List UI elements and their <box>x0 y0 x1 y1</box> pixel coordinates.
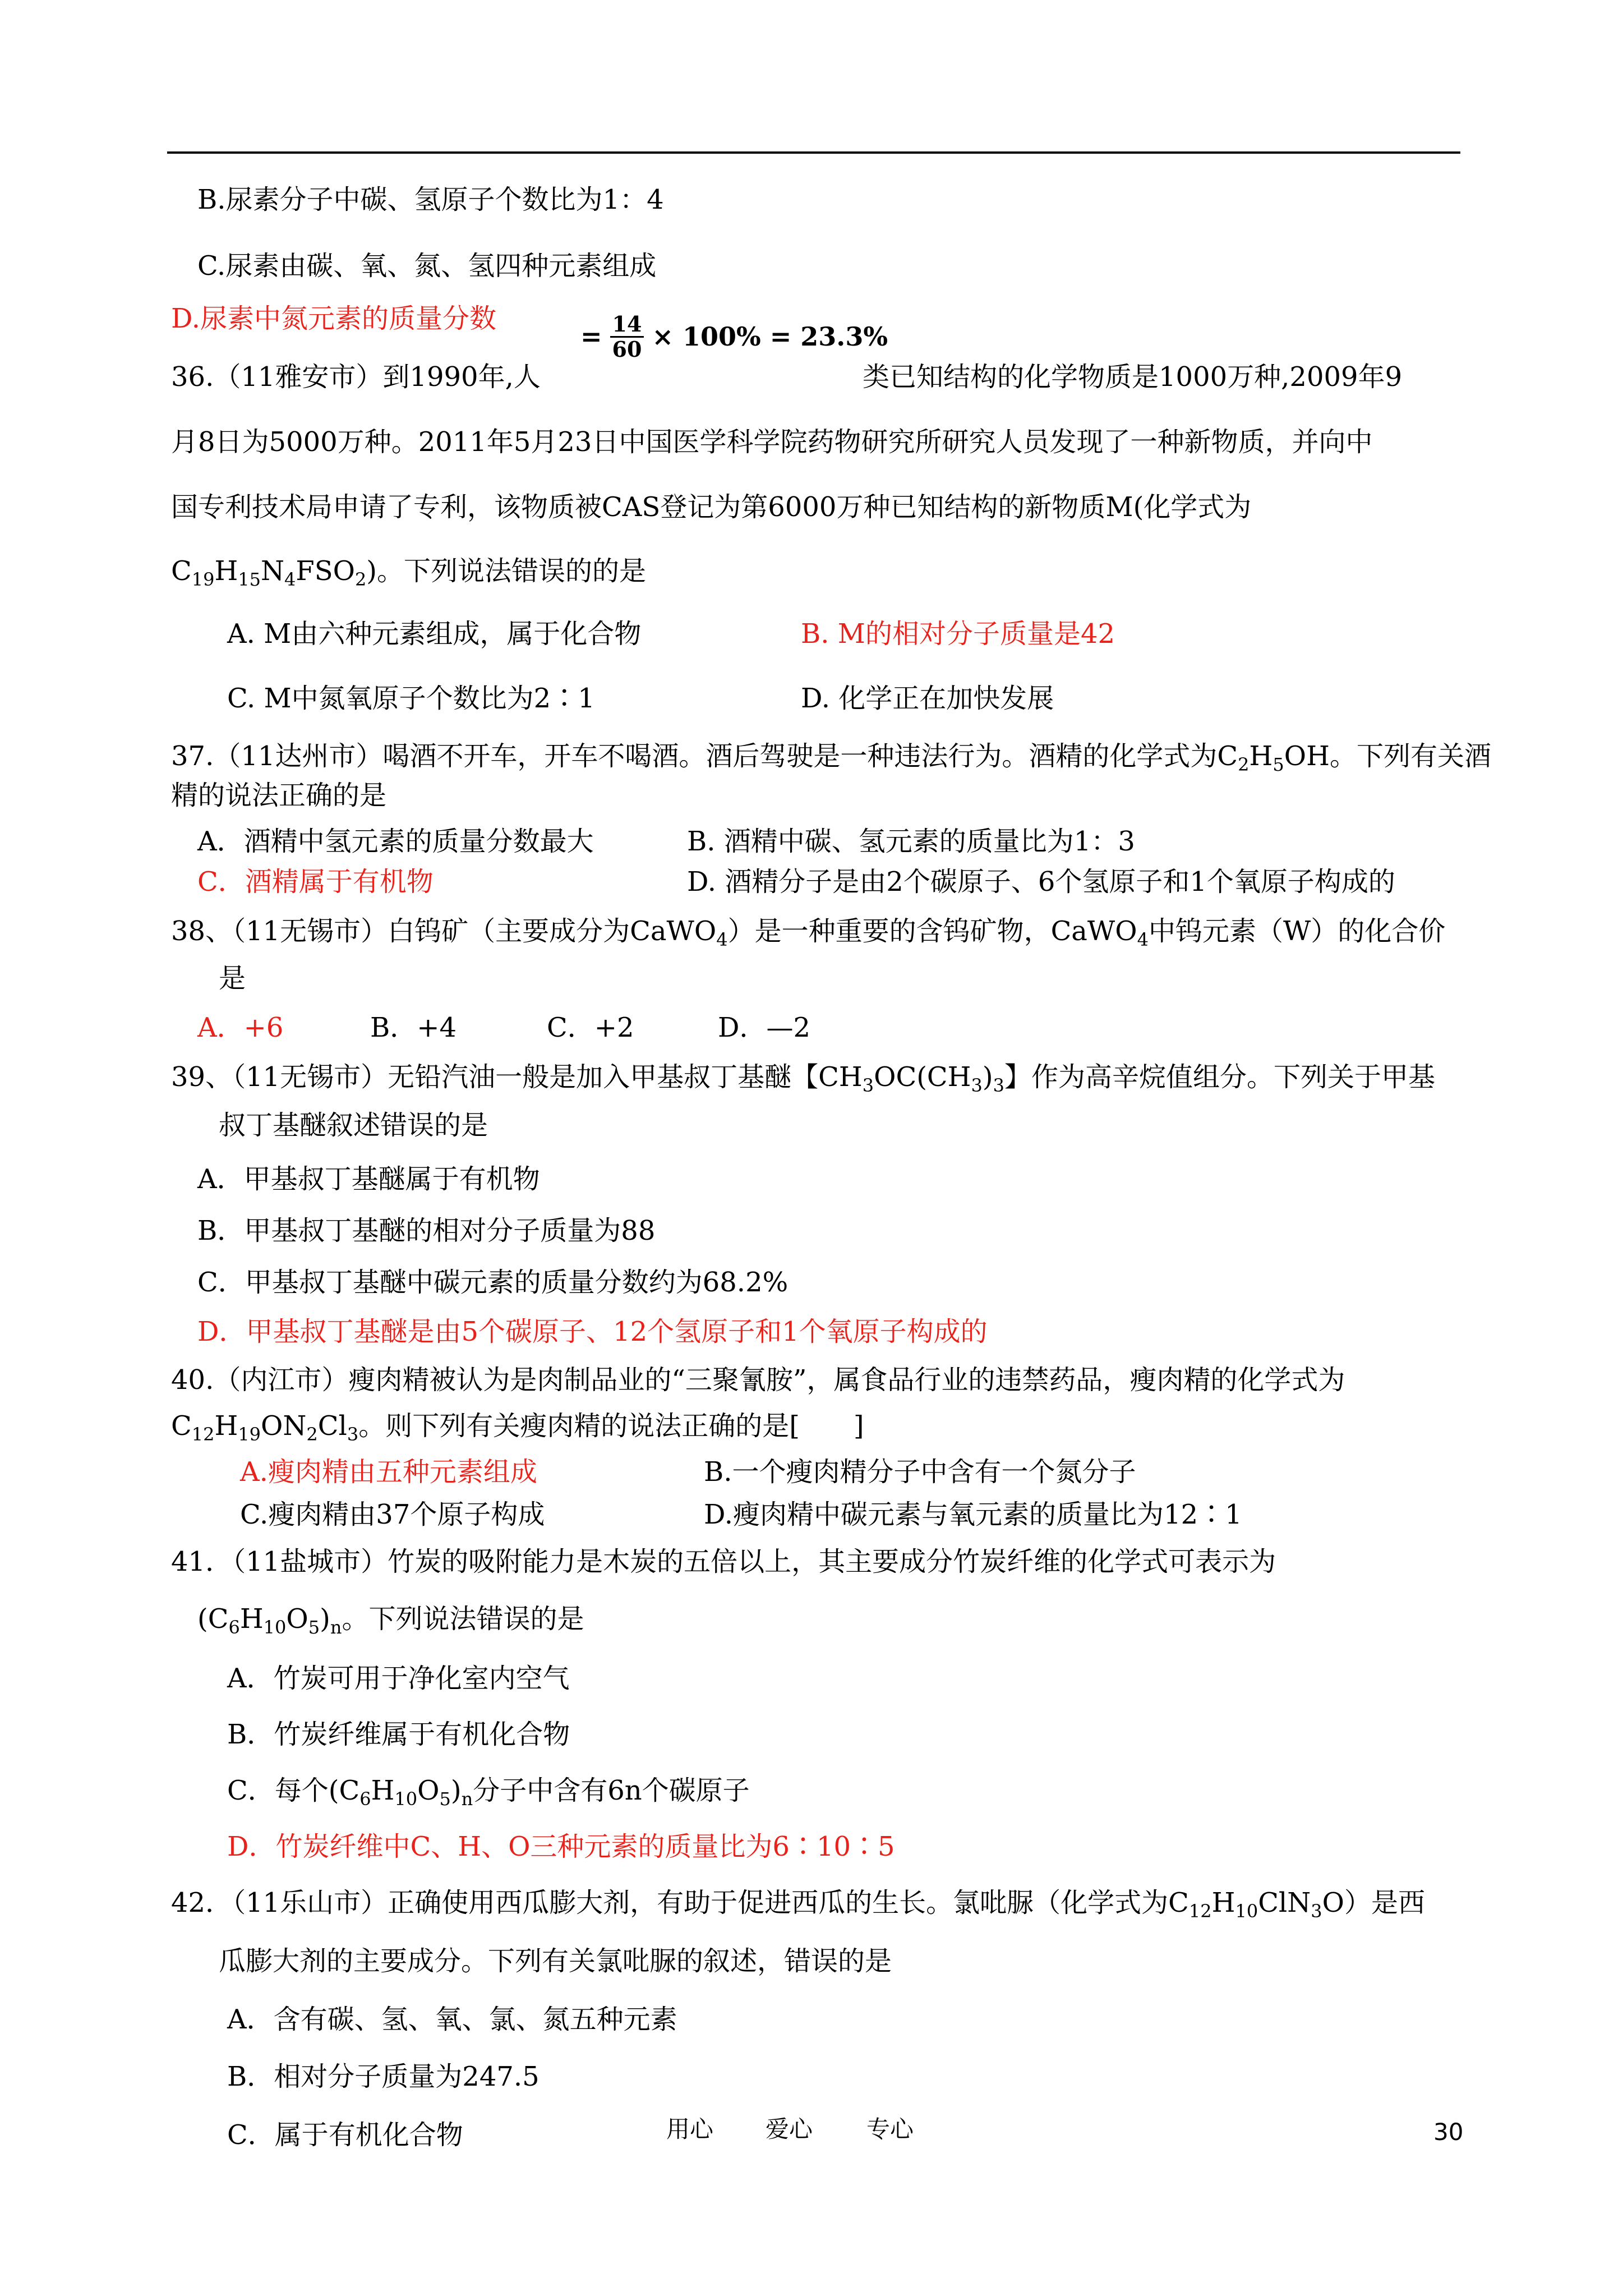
question-41-option-C: C．每个$(C_6H_{10}O_5)_n$分子中含有6n个碳原子 <box>227 1775 750 1810</box>
question-38-option-C: C．+2 <box>547 1012 634 1043</box>
question-38-line-1: 38、（11无锡市）白钨矿（主要成分为CaWO$_4$）是一种重要的含钨矿物，CaWO$_4$中钨元素（W）的化合价 <box>171 915 1446 950</box>
question-39-line-2: 叔丁基醚叙述错误的是 <box>219 1110 488 1141</box>
question-38-line-2: 是 <box>219 963 246 994</box>
question-41-line-2: $(C_6H_{10}O_5)_n$。下列说法错误的是 <box>197 1603 584 1638</box>
question-36-line-1b: 类已知结构的化学物质是1000万种,2009年9 <box>863 361 1403 393</box>
question-38-option-B: B．+4 <box>370 1012 457 1043</box>
question-41-option-D-answer: D．竹炭纤维中C、H、O三种元素的质量比为6∶10∶5 <box>227 1831 895 1862</box>
question-36-line-1a: 36.（11雅安市）到1990年,人 <box>171 361 541 393</box>
option-C: C.尿素由碳、氧、氮、氢四种元素组成 <box>197 250 657 282</box>
footer-motto-2: 爱心 <box>766 2115 813 2143</box>
question-39-option-C: C．甲基叔丁基醚中碳元素的质量分数约为68.2% <box>197 1267 789 1298</box>
question-39-option-D-answer: D．甲基叔丁基醚是由5个碳原子、12个氢原子和1个氧原子构成的 <box>197 1316 988 1347</box>
question-41-option-B: B．竹炭纤维属于有机化合物 <box>227 1719 570 1750</box>
question-37-line-1: 37.（11达州市）喝酒不开车，开车不喝酒。酒后驾驶是一种违法行为。酒精的化学式为$C_2H_5OH$。下列有关酒 <box>171 740 1491 775</box>
option-B: B.尿素分子中碳、氢原子个数比为1：4 <box>197 184 664 215</box>
question-36-option-C: C. M中氮氧原子个数比为2∶1 <box>227 683 595 714</box>
question-41-option-A: A．竹炭可用于净化室内空气 <box>227 1663 570 1694</box>
question-37-line-2: 精的说法正确的是 <box>171 780 387 811</box>
question-40-option-B: B.一个瘦肉精分子中含有一个氮分子 <box>704 1456 1136 1488</box>
question-39-line-1: 39、（11无锡市）无铅汽油一般是加入甲基叔丁基醚【$CH_3OC(CH_3)_3$】作为高辛烷值组分。下列关于甲基 <box>171 1061 1435 1096</box>
question-41-line-1: 41．（11盐城市）竹炭的吸附能力是木炭的五倍以上，其主要成分竹炭纤维的化学式可表示为 <box>171 1546 1276 1577</box>
question-40-option-D: D.瘦肉精中碳元素与氧元素的质量比为12∶1 <box>704 1499 1242 1530</box>
question-36-line-2: 月8日为5000万种。2011年5月23日中国医学科学院药物研究所研究人员发现了一种新物质，并向中 <box>171 426 1373 458</box>
question-42-line-1: 42．（11乐山市）正确使用西瓜膨大剂，有助于促进西瓜的生长。氯吡脲（化学式为$C_{12}H_{10}ClN_3O$）是西 <box>171 1887 1425 1922</box>
question-40-line-2: $C_{12}H_{19}ON_2Cl_3$。则下列有关瘦肉精的说法正确的是[ ] <box>171 1410 864 1445</box>
question-42-option-A: A．含有碳、氢、氧、氯、氮五种元素 <box>227 2004 677 2035</box>
page-number: 30 <box>1433 2118 1464 2146</box>
question-36-option-D: D. 化学正在加快发展 <box>801 683 1054 714</box>
question-40-line-1: 40.（内江市）瘦肉精被认为是肉制品业的“三聚氰胺”，属食品行业的违禁药品，瘦肉精的化学式为 <box>171 1364 1345 1396</box>
question-37-option-B: B. 酒精中碳、氢元素的质量比为1：3 <box>687 826 1135 857</box>
question-42-line-2: 瓜膨大剂的主要成分。下列有关氯吡脲的叙述，错误的是 <box>219 1945 892 1977</box>
question-38-option-A-answer: A．+6 <box>197 1012 284 1043</box>
question-39-option-A: A．甲基叔丁基醚属于有机物 <box>197 1163 540 1195</box>
question-42-option-B: B．相对分子质量为247.5 <box>227 2061 540 2092</box>
footer-motto-3: 专心 <box>866 2115 914 2143</box>
question-38-option-D: D．—2 <box>718 1012 811 1043</box>
question-37-option-C-answer: C．酒精属于有机物 <box>197 866 434 898</box>
question-36-option-B-answer: B. M的相对分子质量是42 <box>801 618 1115 650</box>
question-42-option-C: C．属于有机化合物 <box>227 2119 463 2151</box>
question-39-option-B: B．甲基叔丁基醚的相对分子质量为88 <box>197 1215 656 1246</box>
footer-motto-1: 用心 <box>666 2115 714 2143</box>
header-rule <box>167 151 1460 154</box>
question-36-option-A: A. M由六种元素组成，属于化合物 <box>227 618 642 650</box>
option-D-answer: D.尿素中氮元素的质量分数 <box>171 303 497 334</box>
mass-fraction-formula: = $\frac{14}{60}$ × 100% = 23.3% <box>580 311 888 362</box>
question-40-option-C: C.瘦肉精由37个原子构成 <box>240 1499 545 1530</box>
question-36-line-4: $C_{19}H_{15}N_4FSO_2$)。下列说法错误的的是 <box>171 555 647 590</box>
question-37-option-D: D. 酒精分子是由2个碳原子、6个氢原子和1个氧原子构成的 <box>687 866 1395 898</box>
question-40-option-A-answer: A.瘦肉精由五种元素组成 <box>240 1456 537 1488</box>
question-37-option-A: A．酒精中氢元素的质量分数最大 <box>197 826 594 857</box>
question-36-line-3: 国专利技术局申请了专利，该物质被CAS登记为第6000万种已知结构的新物质M(化学式为 <box>171 491 1252 523</box>
